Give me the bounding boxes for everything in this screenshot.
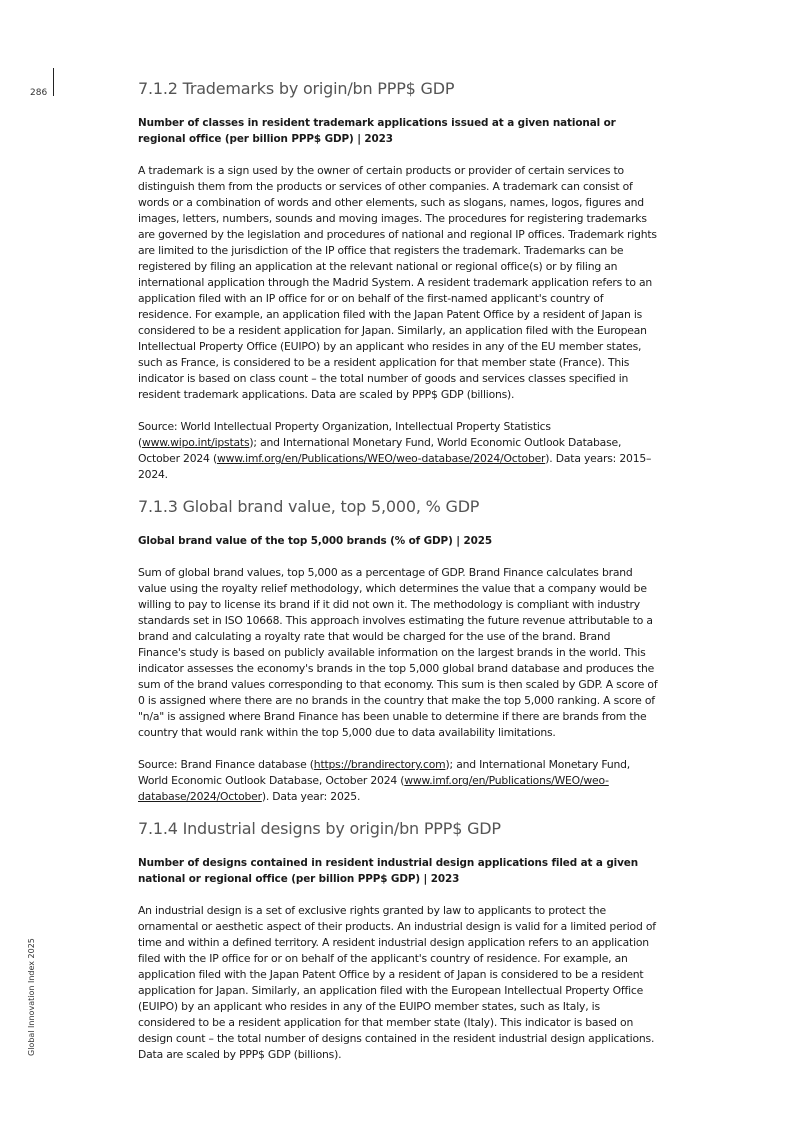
section-body: A trademark is a sign used by the owner of certain products or provider of certain services to distinguish them from the products or services of other companies. A trademark can consist of words or a combination of words and other elements, such as slogans, names, logos, figures and images, letters, numbers, sounds and moving images. The procedures for registering trademarks are governed by the legislation and procedures of national and regional IP offices. Trademark rights are limited to the jurisdiction of the IP office that registers the trademark. Trademarks can be registered by filing an application at the relevant national or regional office(s) or by filing an international application through the Madrid System. A resident trademark application refers to an application filed with an IP office for or on behalf of the first-named applicant's country of residence. For example, an application filed with the Japan Patent Office by a resident of Japan is considered to be a resident application for Japan. Similarly, an application filed with the European Intellectual Property Office (EUIPO) by an applicant who resides in any of the EU member states, such as France, is considered to be a resident application for that member state (France). This indicator is based on class count – the total number of goods and services classes specified in resident trademark applications. Data are scaled by PPP$ GDP (billions).: [138, 164, 657, 401]
section-source: [138, 757, 660, 805]
source-text: ). Data years: 2015–2024.: [138, 452, 652, 481]
source-text: Source: World Intellectual Property Organization, Intellectual Property Statistics (: [138, 420, 551, 449]
section-subtitle: Global brand value of the top 5,000 brands (% of GDP) | 2025: [138, 535, 492, 547]
section-trademarks: [138, 78, 660, 483]
source-text: ); and International Monetary Fund, World Economic Outlook Database, October 2024 (: [138, 436, 622, 465]
section-subtitle: Number of designs contained in resident industrial design applications filed at a given national or regional office (per billion PPP$ GDP) | 2023: [138, 857, 639, 885]
source-text: Source: Brand Finance database (: [138, 758, 314, 771]
source-link-brandirectory[interactable]: https://brandirectory.com: [313, 758, 446, 771]
page-number-rule: [53, 68, 54, 96]
side-publication-label: Global Innovation Index 2025: [27, 938, 36, 1056]
source-link-wipo[interactable]: www.wipo.int/ipstats: [142, 436, 250, 449]
section-body: Sum of global brand values, top 5,000 as a percentage of GDP. Brand Finance calculates brand value using the royalty relief methodology, which determines the value that a company would be willing to pay to license its brand if it did not own it. The methodology is compliant with industry standards set in ISO 10668. This approach involves estimating the future revenue attributable to a brand and calculating a royalty rate that would be charged for the use of the brand. Brand Finance's study is based on publicly available information on the largest brands in the world. This indicator assesses the economy's brands in the top 5,000 global brand database and produces the sum of the brand values corresponding to that economy. This sum is then scaled by GDP. A score of 0 is assigned where there are no brands in the country that make the top 5,000 ranking. A score of "n/a" is assigned where Brand Finance has been unable to determine if there are brands from the country that would rank within the top 5,000 due to data availability limitations.: [138, 566, 658, 739]
section-subtitle: Number of classes in resident trademark applications issued at a given national or regional office (per billion PPP$ GDP) | 2023: [138, 117, 616, 145]
section-title: 7.1.3 Global brand value, top 5,000, % GDP: [138, 497, 480, 516]
section-brand-value: [138, 496, 660, 805]
source-text: ). Data year: 2025.: [261, 790, 361, 803]
source-text: ); and International Monetary Fund, World Economic Outlook Database, October 2024 (: [138, 758, 630, 787]
source-link-imf[interactable]: www.imf.org/en/Publications/WEO/weo-database/2024/October: [216, 452, 546, 465]
section-body: An industrial design is a set of exclusive rights granted by law to applicants to protect the ornamental or aesthetic aspect of their products. An industrial design is valid for a limited period of time and within a defined territory. A resident industrial design application refers to an application filed with the IP office for or on behalf of the applicant's country of residence. For example, an application filed with the Japan Patent Office by a resident of Japan is considered to be a resident application for Japan. Similarly, an application filed with the European Intellectual Property Office (EUIPO) by an applicant who resides in any of the EUIPO member states, such as Italy, is considered to be a resident application for that member state (Italy). This indicator is based on design count – the total number of designs contained in the resident industrial design applications. Data are scaled by PPP$ GDP (billions).: [138, 904, 656, 1061]
section-title: 7.1.4 Industrial designs by origin/bn PPP$ GDP: [138, 819, 501, 838]
section-source: [138, 419, 660, 483]
main-content: [138, 78, 660, 1063]
section-title: 7.1.2 Trademarks by origin/bn PPP$ GDP: [138, 79, 455, 98]
section-industrial-designs: [138, 818, 660, 1063]
page-number: 286: [30, 88, 48, 98]
source-link-imf[interactable]: www.imf.org/en/Publications/WEO/weo-database/2024/October: [138, 774, 609, 803]
